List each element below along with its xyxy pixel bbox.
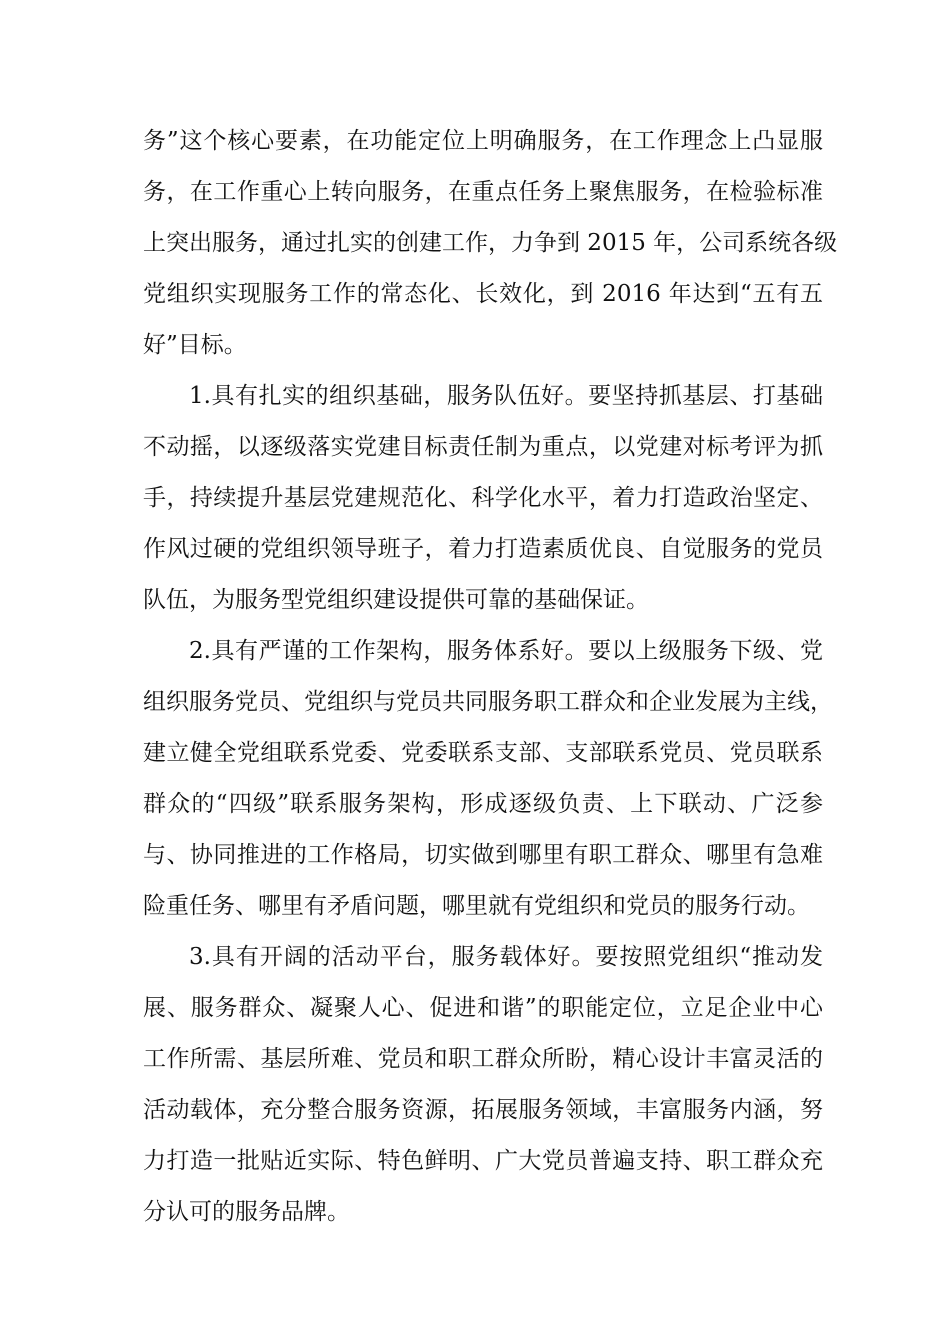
paragraph: [143, 371, 823, 626]
text-line: 活动载体，充分整合服务资源，拓展服务领域，丰富服务内涵，努: [143, 1097, 823, 1123]
text-line: 组织服务党员、党组织与党员共同服务职工群众和企业发展为主线，: [143, 689, 833, 715]
text-line: 手，持续提升基层党建规范化、科学化水平，着力打造政治坚定、: [143, 485, 823, 511]
text-line: 2.具有严谨的工作架构，服务体系好。要以上级服务下级、党: [189, 638, 823, 664]
text-line: 党组织实现服务工作的常态化、长效化，到 2016 年达到“五有五: [143, 281, 823, 307]
text-line: 1.具有扎实的组织基础，服务队伍好。要坚持抓基层、打基础: [189, 383, 823, 409]
text-line: 展、服务群众、凝聚人心、促进和谐”的职能定位，立足企业中心: [143, 995, 823, 1021]
paragraph: [143, 932, 823, 1238]
text-line: 力打造一批贴近实际、特色鲜明、广大党员普遍支持、职工群众充: [143, 1148, 823, 1174]
text-line: 队伍，为服务型党组织建设提供可靠的基础保证。: [143, 587, 649, 613]
paragraph: [143, 626, 833, 932]
text-line: 建立健全党组联系党委、党委联系支部、支部联系党员、党员联系: [143, 740, 823, 766]
text-line: 群众的“四级”联系服务架构，形成逐级负责、上下联动、广泛参: [143, 791, 823, 817]
text-line: 务，在工作重心上转向服务，在重点任务上聚焦服务，在检验标准: [143, 179, 823, 205]
text-line: 工作所需、基层所难、党员和职工群众所盼，精心设计丰富灵活的: [143, 1046, 823, 1072]
text-line: 不动摇，以逐级落实党建目标责任制为重点，以党建对标考评为抓: [143, 434, 823, 460]
text-line: 3.具有开阔的活动平台，服务载体好。要按照党组织“推动发: [189, 944, 823, 970]
document-body: [143, 116, 838, 1238]
text-line: 作风过硬的党组织领导班子，着力打造素质优良、自觉服务的党员: [143, 536, 823, 562]
paragraph: [143, 116, 838, 371]
text-line: 上突出服务，通过扎实的创建工作，力争到 2015 年，公司系统各级: [143, 230, 838, 256]
text-line: 好”目标。: [143, 332, 247, 358]
text-line: 分认可的服务品牌。: [143, 1199, 350, 1225]
text-line: 险重任务、哪里有矛盾问题，哪里就有党组织和党员的服务行动。: [143, 893, 810, 919]
text-line: 与、协同推进的工作格局，切实做到哪里有职工群众、哪里有急难: [143, 842, 823, 868]
text-line: 务”这个核心要素，在功能定位上明确服务，在工作理念上凸显服: [143, 128, 823, 154]
